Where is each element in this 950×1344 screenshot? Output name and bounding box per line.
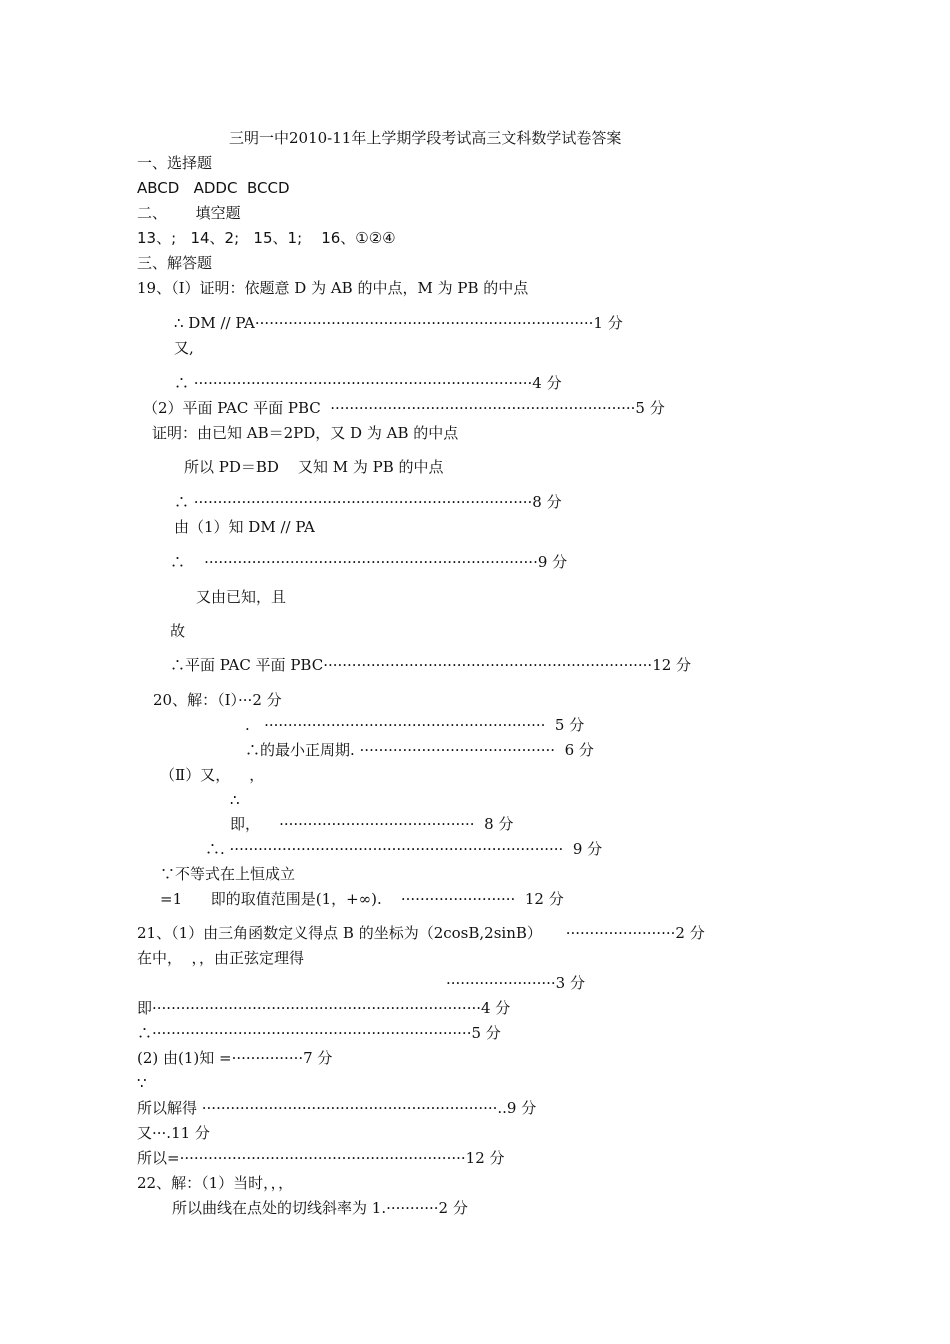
q21-line: 所以解得 ······························································..9 分 xyxy=(137,1099,537,1117)
q19-line: （2）平面 PAC 平面 PBC ································································5 分 xyxy=(143,399,665,417)
q21-line: 所以=····························································12 分 xyxy=(137,1149,505,1167)
section-heading-choice: 一、选择题 xyxy=(137,154,213,172)
q21-line: ∴···································································5 分 xyxy=(137,1024,501,1042)
q19-line: 又由已知，且 xyxy=(196,588,287,606)
q20-line: 20、解：（Ⅰ）···2 分 xyxy=(153,691,282,709)
q20-line: ∴的最小正周期. ········································· 6 分 xyxy=(245,741,594,759)
q21-line: 即·····································································4 分 xyxy=(137,999,511,1017)
q19-line: ∴ ·······································································4 分 xyxy=(174,374,562,392)
q21-line: 又···.11 分 xyxy=(137,1124,210,1142)
q19-line: 故 xyxy=(170,622,186,640)
choice-answers: ABCD ADDC BCCD xyxy=(137,179,290,197)
q19-line: 由（1）知 DM // PA xyxy=(174,518,315,536)
q20-line: . ··························································· 5 分 xyxy=(245,716,585,734)
q19-line: 所以 PD＝BD 又知 M 为 PB 的中点 xyxy=(184,458,444,476)
q19-line: 证明：由已知 AB＝2PD，又 D 为 AB 的中点 xyxy=(152,424,459,442)
q19-line: ∴ ·······································································8 分 xyxy=(174,493,562,511)
q19-line: 又, xyxy=(174,339,194,357)
q22-line: 所以曲线在点处的切线斜率为 1.···········2 分 xyxy=(172,1199,468,1217)
q19-line: 19、（Ⅰ）证明：依题意 D 为 AB 的中点，M 为 PB 的中点 xyxy=(137,279,529,297)
q21-line: 21、（1）由三角函数定义得点 B 的坐标为（2cosB,2sinB） ·······················2 分 xyxy=(137,924,705,942)
q19-line: ∴平面 PAC 平面 PBC·····································································12 分 xyxy=(170,656,692,674)
q21-line: 在中， ，，由正弦定理得 xyxy=(137,949,305,967)
document-title: 三明一中2010-11年上学期学段考试高三文科数学试卷答案 xyxy=(229,129,622,147)
q19-line: ∴ DM // PA·······································································1 分 xyxy=(174,314,623,332)
q20-line: ∴ xyxy=(230,791,240,809)
fill-answers: 13、; 14、2; 15、1; 16、①②④ xyxy=(137,229,396,247)
q20-line: （Ⅱ）又， ， xyxy=(160,766,265,784)
q21-line: ·······················3 分 xyxy=(446,974,585,992)
q20-line: ∴. ······································································ 9 分 xyxy=(205,840,603,858)
section-heading-fill: 二、 填空题 xyxy=(137,204,241,222)
q21-line: (2) 由(1)知 =···············7 分 xyxy=(137,1049,333,1067)
q20-line: =1 即的取值范围是(1，+∞). ························ 12 分 xyxy=(160,890,564,908)
q22-line: 22、解：（1）当时，，， xyxy=(137,1174,294,1192)
section-heading-solve: 三、解答题 xyxy=(137,254,213,272)
q20-line: ∵不等式在上恒成立 xyxy=(160,865,296,883)
q20-line: 即， ········································· 8 分 xyxy=(230,815,514,833)
q19-line: ∴ ······································································9 分 xyxy=(170,553,568,571)
q21-line: ∵ xyxy=(137,1074,147,1092)
